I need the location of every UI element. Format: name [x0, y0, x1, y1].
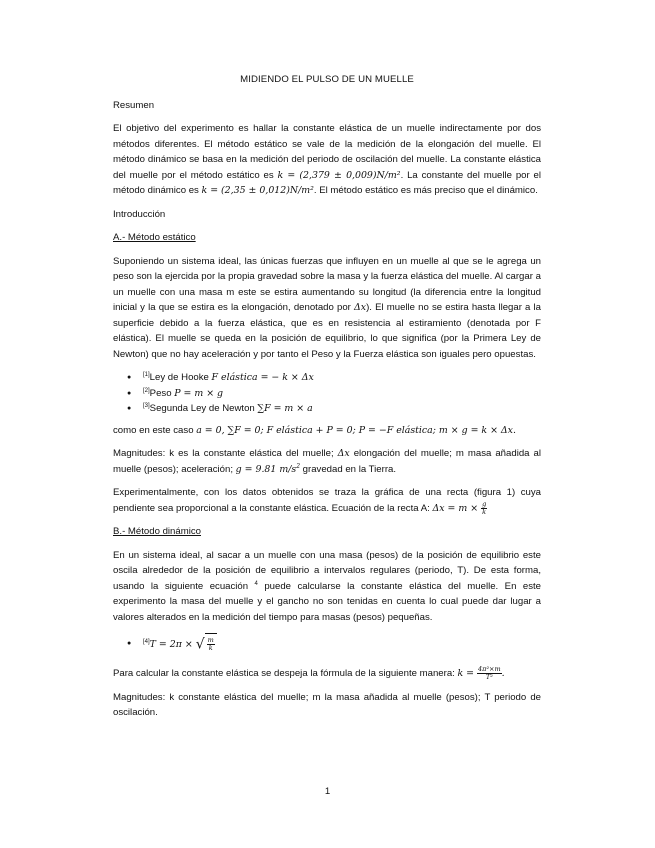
list-item [143, 386, 541, 402]
magnitudes-text-3: gravedad en la Tierra. [300, 463, 397, 475]
reference-marker: [1] [143, 371, 150, 378]
static-formula-list [113, 370, 541, 417]
magnitudes-text-2: elongación del muelle; m masa añadida al muelle (pesos); aceleración; [113, 448, 541, 475]
fraction-denominator: k [208, 644, 213, 652]
newton-second-law-formula: ∑F = m × a [257, 403, 313, 414]
static-elongation-symbol: Δx [354, 302, 367, 313]
reference-marker: [2] [143, 387, 150, 394]
dynamic-text-2: puede calcularse la constante elástica del muelle. En este experimento la masa del muelle y el gancho no son tenidas en cuenta lo cual puede dar lugar a valores alterados en la medición del tiempo para masas (pesos) pequeñas. [113, 580, 541, 623]
weight-formula: P = m × g [174, 387, 224, 399]
summary-heading: Resumen [113, 99, 155, 111]
page-number: 1 [324, 786, 331, 797]
static-text-1: Suponiendo un sistema ideal, las únicas fuerzas que influyen en un muelle al que se le agrega un peso son la ejercida por la propia gravedad sobre la masa y la fuerza elástica del muelle. Al cargar a un muelle con una masa m este se estira aumentando su longitud (la diferencia entre la longitud inicial y la que se estira es la elongación, denotado por [113, 255, 541, 313]
m-over-k-fraction [207, 637, 215, 652]
document-body [113, 72, 541, 729]
dynamic-text-1: En un sistema ideal, al sacar a un muelle con una masa (pesos) de la posición de equilibrio este oscila alrededor de la posición de equilibrio a intervalos regulares (periodo, T). De esta forma, usando la siguiente ecuación [113, 549, 541, 592]
equilibrium-paragraph [113, 423, 541, 439]
static-text-2: ). El muelle no se estira hasta llegar a la superficie debido a la fuerza elástica, que es en resistencia al estiramiento (denotada por F elástica). El muelle se queda en la posición de equilibrio, lo que significa (por la Primera Ley de Newton) que no hay aceleración y por tanto el Peso y la Fuerza elástica son iguales pero opuestas. [113, 302, 542, 360]
list-item [143, 401, 541, 417]
magnitudes-paragraph-1 [113, 446, 541, 477]
fraction-numerator: g [482, 499, 487, 508]
equilibrium-formula: a = 0, ∑F = 0; F elástica + P = 0; P = −F elástica; m × g = k × Δx. [196, 424, 516, 436]
hooke-law-formula: F elástica = − k × Δx [211, 372, 314, 383]
experimental-text: Experimentalmente, con los datos obtenidos se traza la gráfica de una recta (figura 1) cuya pendiente sea proporcional a la constante elástica. Ecuación de la recta A: [113, 487, 541, 514]
k-fraction [477, 666, 502, 681]
reference-marker: [4] [143, 638, 150, 645]
summary-k-dynamic-formula: k = (2,35 ± 0,012)N/m² [201, 185, 314, 196]
list-item [143, 370, 541, 386]
k-formula: k = $\frac{\text{4π²×m}}{\text{T²}}$ . [457, 665, 505, 681]
g-over-k-fraction [481, 501, 487, 516]
static-method-heading: A.- Método estático [113, 232, 196, 243]
magnitudes-text-1: Magnitudes: k es la constante elástica del muelle; [113, 448, 338, 459]
static-method-paragraph [113, 254, 541, 363]
dynamic-method-heading: B.- Método dinámico [113, 526, 201, 537]
reference-marker: [3] [143, 402, 150, 409]
summary-text-3: . El método estático es más preciso que el dinámico. [313, 185, 538, 196]
equilibrium-lead: como en este caso [113, 424, 197, 436]
period-formula-lhs: T = 2π × [149, 639, 193, 650]
summary-text-1: El objetivo del experimento es hallar la constante elástica de un muelle indirectamente por dos métodos diferentes. El método estático se vale de la medición de la elongación del muelle. El método dinámico se basa en la medición del periodo de oscilación del muelle. La constante elástica del muelle por el método estático es [113, 123, 541, 181]
calculation-text: Para calcular la constante elástica se despeja la fórmula de la siguiente manera: [113, 668, 458, 679]
fraction-numerator: m [207, 636, 214, 644]
list-item-label: Ley de Hooke [149, 372, 212, 383]
intro-heading: Introducción [113, 208, 166, 220]
list-item-label: Segunda Ley de Newton [149, 403, 258, 414]
gravity-formula: g = 9.81 $m/s^2$ [235, 462, 301, 475]
dynamic-formula-list [113, 633, 541, 656]
fraction-numerator: 4π²×m [478, 665, 501, 673]
experimental-paragraph [113, 485, 541, 516]
sqrt-body [205, 633, 217, 656]
sqrt-sign-icon: √ [195, 636, 205, 653]
calculation-paragraph [113, 666, 541, 682]
summary-text-2: . La constante del muelle por el método dinámico es [113, 169, 541, 196]
line-equation-formula [432, 499, 487, 516]
square-root [196, 633, 217, 656]
period-formula [149, 636, 217, 653]
elongation-symbol: Δx [337, 448, 350, 459]
gravity-value: g = 9.81 m/s [235, 463, 297, 475]
list-item-label: Peso [149, 387, 175, 399]
reference-marker: 4 [254, 580, 258, 587]
summary-paragraph [113, 121, 541, 199]
line-equation-lhs: Δx = m × [432, 502, 479, 514]
fraction-denominator: k [482, 507, 487, 516]
k-formula-lhs: k = [457, 668, 475, 679]
fraction-denominator: T² [485, 673, 493, 681]
magnitudes-paragraph-2: Magnitudes: k constante elástica del muelle; m la masa añadida al muelle (pesos); T periodo de oscilación. [113, 691, 541, 718]
document-title: MIDIENDO EL PULSO DE UN MUELLE [240, 74, 414, 85]
list-item [143, 633, 541, 656]
dynamic-method-paragraph [113, 548, 541, 626]
summary-k-static-formula: k = (2,379 ± 0,009)N/m² [277, 169, 401, 181]
